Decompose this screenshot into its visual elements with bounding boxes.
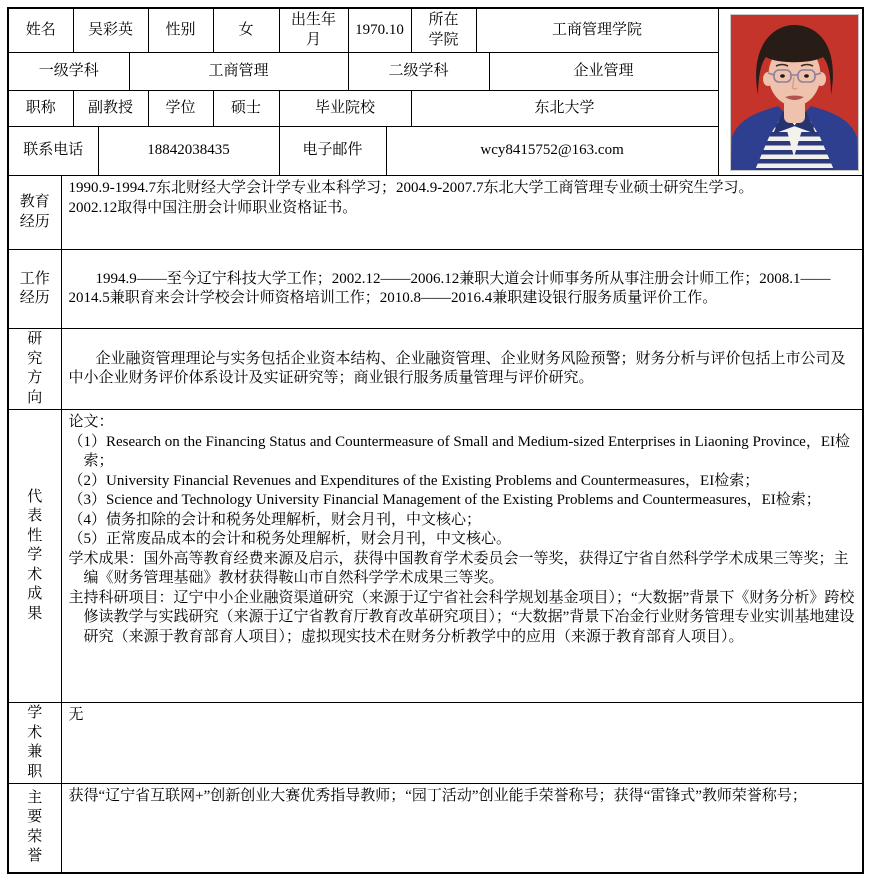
- paper-item: （4）债务扣除的会计和税务处理解析，财会月刊，中文核心；: [68, 511, 482, 528]
- research-projects: 主持科研项目：辽宁中小企业融资渠道研究（来源于辽宁省社会科学规划基金项目）；“大数据”背景下《财务分析》跨校修读教学与实践研究（来源于辽宁省教育厅教育改革研究项目）；“大数据”背景下冶金行业财务管理专业实训基地建设研究（来源于教育部育人项目）；虚拟现实技术在财务分析教学中的应用（来源于教育部育人项目）。: [68, 589, 855, 645]
- degree-label: 学位: [148, 90, 213, 127]
- faculty-profile-table: [7, 7, 864, 874]
- school-label: 毕业院校: [279, 90, 411, 127]
- birth-label-text: 出生年月: [291, 12, 337, 48]
- eye-right: [804, 74, 809, 77]
- paper-item: （2）University Financial Revenues and Expenditures of the Existing Problems and Countermeasures，EI检索；: [68, 472, 760, 489]
- name-value: 吴彩英: [73, 8, 148, 53]
- parttime-label: [8, 703, 61, 784]
- education-label: [8, 176, 61, 250]
- paper-item: （3）Science and Technology University Financial Management of the Existing Problems and Countermeasures，EI检索；: [68, 492, 821, 508]
- education-content: [61, 176, 863, 250]
- profile-photo: [730, 14, 859, 171]
- paper-item: （1）Research on the Financing Status and Countermeasure of Small and Medium-sized Enterprises in Liaoning Province，EI检索；: [68, 433, 850, 469]
- work-content: [61, 250, 863, 329]
- work-label: [8, 250, 61, 329]
- email-value: wcy8415752@163.com: [386, 127, 718, 176]
- discipline1-value: 工商管理: [129, 53, 348, 91]
- discipline2-label: 二级学科: [348, 53, 489, 91]
- title-label: 职称: [8, 90, 73, 127]
- eye-left: [780, 74, 785, 77]
- degree-value: 硕士: [213, 90, 279, 127]
- name-label: 姓名: [8, 8, 73, 53]
- phone-label: 联系电话: [8, 127, 98, 176]
- honors-label: [8, 784, 61, 873]
- school-value: 东北大学: [411, 90, 718, 127]
- education-line: 1990.9-1994.7东北财经大学会计学专业本科学习；2004.9-2007.7东北大学工商管理专业硕士研究生学习。: [68, 180, 754, 196]
- work-label-text: 工作经历: [19, 270, 50, 306]
- work-text: 1994.9——至今辽宁科技大学工作；2002.12——2006.12兼职大道会计师事务所从事注册会计师工作；2008.1——2014.5兼职育来会计学校会计师资格培训工作；2010.8——2016.4兼职建设银行服务质量评价工作。: [68, 270, 831, 306]
- discipline1-label: 一级学科: [8, 53, 129, 91]
- research-label-text: 研究方向: [27, 331, 43, 406]
- research-text: 企业融资管理理论与实务包括企业资本结构、企业融资管理、企业财务风险预警；财务分析与评价包括上市公司及中小企业财务评价体系设计及实证研究等；商业银行服务质量管理与评价研究。: [68, 350, 846, 386]
- honors-content: 获得“辽宁省互联网+”创新创业大赛优秀指导教师；“园丁活动”创业能手荣誉称号；获得“雷锋式”教师荣誉称号；: [61, 784, 863, 873]
- research-content: [61, 329, 863, 410]
- education-label-text: 教育经历: [19, 194, 50, 230]
- college-value: 工商管理学院: [476, 8, 718, 53]
- college-label: [411, 8, 476, 53]
- honors-label-text: 主要荣誉: [27, 789, 43, 865]
- discipline2-value: 企业管理: [489, 53, 718, 91]
- college-label-text: 所在学院: [428, 12, 459, 48]
- academic-results: 学术成果：国外高等教育经费来源及启示，获得中国教育学术委员会一等奖，获得辽宁省自然科学学术成果三等奖；主编《财务管理基础》教材获得鞍山市自然科学学术成果三等奖。: [68, 550, 849, 586]
- gender-value: 女: [213, 8, 279, 53]
- achievements-content: [61, 410, 863, 703]
- achievements-label: [8, 410, 61, 703]
- parttime-label-text: 学术兼职: [27, 705, 43, 780]
- email-label: 电子邮件: [279, 127, 386, 176]
- title-value: 副教授: [73, 90, 148, 127]
- birth-label: [279, 8, 348, 53]
- research-label: [8, 329, 61, 410]
- education-line: 2002.12取得中国注册会计师职业资格证书。: [68, 199, 358, 216]
- phone-value: 18842038435: [98, 127, 279, 176]
- birth-value: 1970.10: [348, 8, 411, 53]
- papers-header: 论文：: [68, 414, 114, 430]
- gender-label: 性别: [148, 8, 213, 53]
- achievements-label-text: 代表性学术成果: [27, 488, 43, 622]
- paper-item: （5）正常废品成本的会计和税务处理解析，财会月刊，中文核心。: [68, 531, 512, 547]
- photo-cell: [718, 8, 863, 176]
- parttime-content: 无: [61, 703, 863, 784]
